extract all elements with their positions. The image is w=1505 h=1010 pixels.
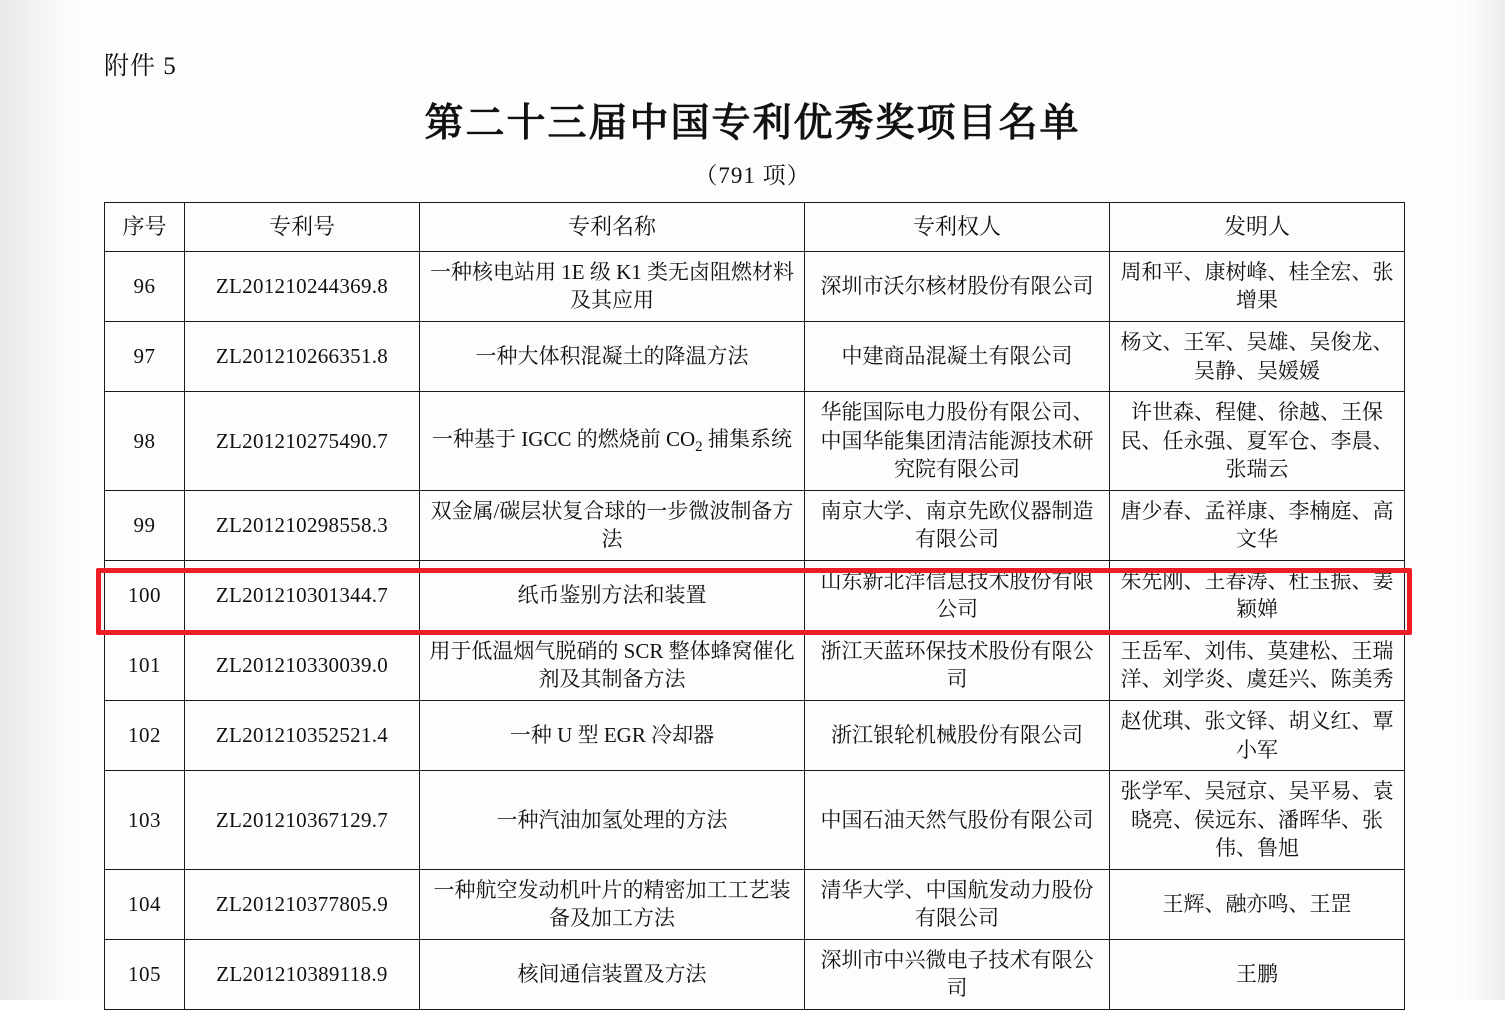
cell-patent-no: ZL201210266351.8 <box>185 322 420 392</box>
cell-seq: 104 <box>105 869 185 939</box>
cell-patent-no: ZL201210298558.3 <box>185 490 420 560</box>
table-row <box>105 869 1405 939</box>
column-header-inventor: 发明人 <box>1110 203 1405 252</box>
cell-patent-name: 一种核电站用 1E 级 K1 类无卤阻燃材料及其应用 <box>420 251 805 321</box>
cell-patent-name: 核间通信装置及方法 <box>420 939 805 1009</box>
cell-owner: 深圳市中兴微电子技术有限公司 <box>805 939 1110 1009</box>
table-row <box>105 939 1405 1009</box>
cell-seq: 98 <box>105 392 185 491</box>
column-header-owner: 专利权人 <box>805 203 1110 252</box>
table-row <box>105 251 1405 321</box>
cell-inventors: 王鹏 <box>1110 939 1405 1009</box>
cell-seq: 96 <box>105 251 185 321</box>
cell-owner: 浙江天蓝环保技术股份有限公司 <box>805 630 1110 700</box>
cell-patent-no: ZL201210367129.7 <box>185 771 420 870</box>
cell-seq: 102 <box>105 701 185 771</box>
cell-inventors: 朱先刚、王春涛、杜玉振、姜颖婵 <box>1110 560 1405 630</box>
cell-patent-no: ZL201210377805.9 <box>185 869 420 939</box>
cell-inventors: 王辉、融亦鸣、王罡 <box>1110 869 1405 939</box>
cell-seq: 99 <box>105 490 185 560</box>
table-row <box>105 322 1405 392</box>
cell-patent-name: 一种 U 型 EGR 冷却器 <box>420 701 805 771</box>
table-row <box>105 701 1405 771</box>
cell-seq: 105 <box>105 939 185 1009</box>
cell-inventors: 周和平、康树峰、桂全宏、张增果 <box>1110 251 1405 321</box>
table-row <box>105 771 1405 870</box>
cell-patent-no: ZL201210352521.4 <box>185 701 420 771</box>
column-header-seq: 序号 <box>105 203 185 252</box>
cell-seq: 103 <box>105 771 185 870</box>
cell-inventors: 唐少春、孟祥康、李楠庭、高文华 <box>1110 490 1405 560</box>
table-row <box>105 392 1405 491</box>
cell-inventors: 赵优琪、张文铎、胡义红、覃小军 <box>1110 701 1405 771</box>
table-header-row <box>105 203 1405 252</box>
cell-patent-no: ZL201210244369.8 <box>185 251 420 321</box>
cell-owner: 南京大学、南京先欧仪器制造有限公司 <box>805 490 1110 560</box>
table-row <box>105 560 1405 630</box>
cell-patent-no: ZL201210301344.7 <box>185 560 420 630</box>
column-header-patent-no: 专利号 <box>185 203 420 252</box>
cell-owner: 山东新北洋信息技术股份有限公司 <box>805 560 1110 630</box>
cell-owner: 中国石油天然气股份有限公司 <box>805 771 1110 870</box>
cell-patent-no: ZL201210275490.7 <box>185 392 420 491</box>
page-title: 第二十三届中国专利优秀奖项目名单 <box>424 102 1081 145</box>
patent-list-table <box>104 202 1405 1010</box>
cell-owner: 华能国际电力股份有限公司、中国华能集团清洁能源技术研究院有限公司 <box>805 392 1110 491</box>
cell-patent-name: 一种基于 IGCC 的燃烧前 $CO_2$ 捕集系统 <box>420 392 805 491</box>
cell-patent-name: 双金属/碳层状复合球的一步微波制备方法 <box>420 490 805 560</box>
cell-patent-name: 纸币鉴别方法和装置 <box>420 560 805 630</box>
cell-patent-name: 一种汽油加氢处理的方法 <box>420 771 805 870</box>
cell-inventors: 王岳军、刘伟、莫建松、王瑞洋、刘学炎、虞廷兴、陈美秀 <box>1110 630 1405 700</box>
table-row <box>105 490 1405 560</box>
cell-owner: 中建商品混凝土有限公司 <box>805 322 1110 392</box>
attachment-label: 附件 5 <box>104 53 177 80</box>
cell-inventors: 许世森、程健、徐越、王保民、任永强、夏军仓、李晨、张瑞云 <box>1110 392 1405 491</box>
cell-patent-name: 一种大体积混凝土的降温方法 <box>420 322 805 392</box>
cell-patent-no: ZL201210330039.0 <box>185 630 420 700</box>
cell-patent-name: 一种航空发动机叶片的精密加工工艺装备及加工方法 <box>420 869 805 939</box>
table-row-highlighted <box>105 630 1405 700</box>
cell-owner: 浙江银轮机械股份有限公司 <box>805 701 1110 771</box>
cell-seq: 101 <box>105 630 185 700</box>
cell-seq: 97 <box>105 322 185 392</box>
cell-patent-name: 用于低温烟气脱硝的 SCR 整体蜂窝催化剂及其制备方法 <box>420 630 805 700</box>
cell-owner: 深圳市沃尔核材股份有限公司 <box>805 251 1110 321</box>
cell-seq: 100 <box>105 560 185 630</box>
column-header-patent-name: 专利名称 <box>420 203 805 252</box>
cell-inventors: 张学军、吴冠京、吴平易、袁晓亮、侯远东、潘晖华、张伟、鲁旭 <box>1110 771 1405 870</box>
page-subtitle: （791 项） <box>694 163 811 188</box>
cell-owner: 清华大学、中国航发动力股份有限公司 <box>805 869 1110 939</box>
cell-patent-no: ZL201210389118.9 <box>185 939 420 1009</box>
cell-inventors: 杨文、王军、吴雄、吴俊龙、吴静、吴媛媛 <box>1110 322 1405 392</box>
